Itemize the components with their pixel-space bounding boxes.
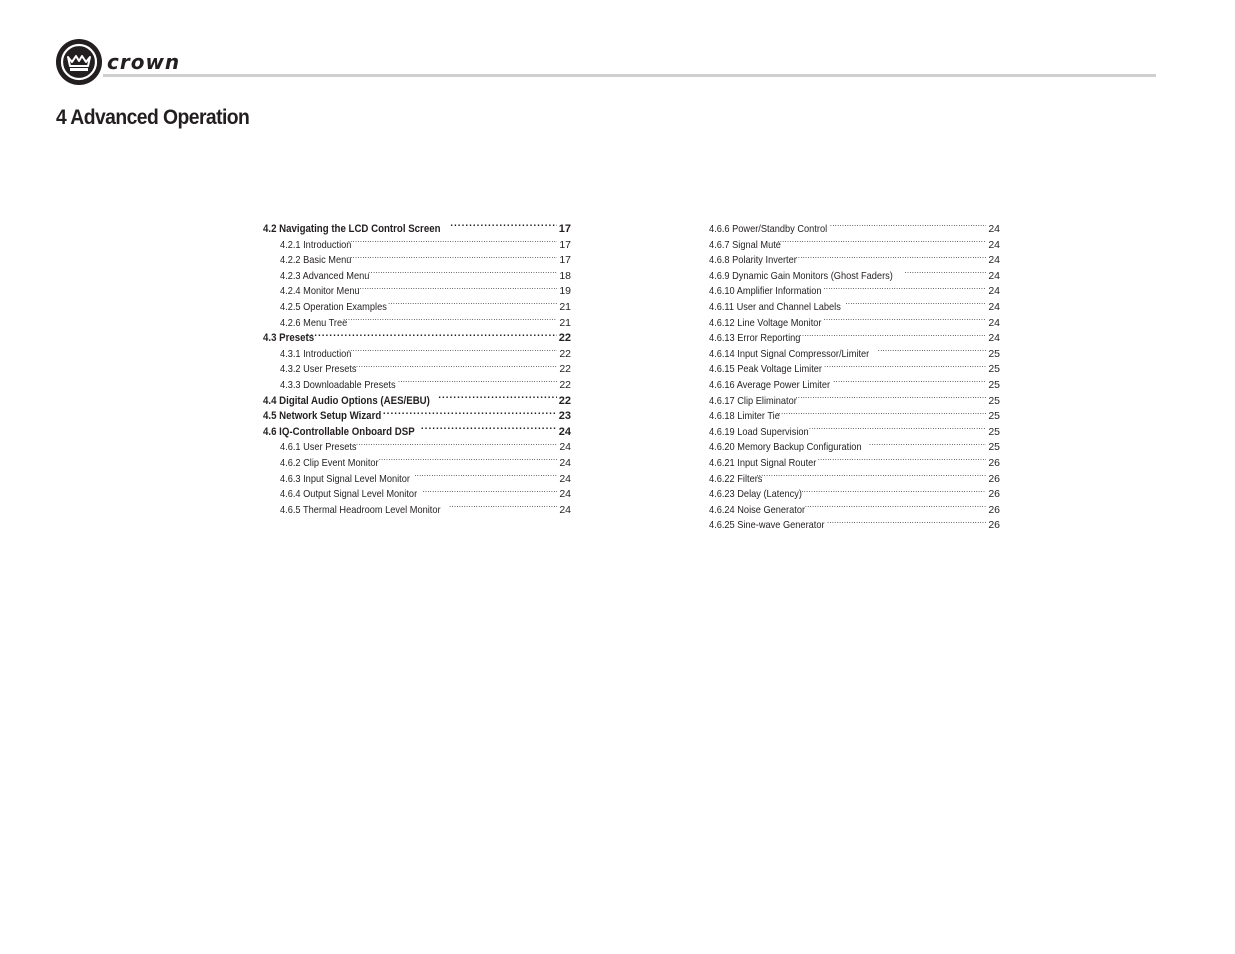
- toc-dot-leader: [450, 220, 557, 232]
- toc-page-number: 17: [559, 254, 571, 267]
- toc-entry-title: 4.6.18 Limiter Tie: [709, 410, 780, 423]
- toc-entry[interactable]: [263, 236, 571, 252]
- toc-entry-title: 4.6.4 Output Signal Level Monitor: [280, 488, 418, 501]
- toc-dot-leader: [388, 298, 557, 310]
- toc-page-number: 24: [988, 254, 1000, 267]
- crown-logo-icon: [55, 38, 103, 86]
- toc-entry-title: 4.6.6 Power/Standby Control: [709, 223, 828, 235]
- toc-entry-title: 4.6.14 Input Signal Compressor/Limiter: [709, 347, 870, 360]
- toc-entry-title: 4.3.1 Introduction: [280, 347, 352, 360]
- toc-dot-leader: [414, 470, 557, 482]
- toc-entry-title: 4.6.21 Input Signal Router: [709, 456, 817, 469]
- toc-entry[interactable]: [263, 267, 571, 283]
- toc-entry-title: 4.3.3 Downloadable Presets: [280, 378, 396, 391]
- toc-entry[interactable]: [263, 345, 571, 361]
- toc-dot-leader: [307, 329, 557, 341]
- toc-page-number: 22: [559, 363, 571, 376]
- toc-entry[interactable]: [709, 485, 1000, 501]
- toc-page-number: 24: [988, 332, 1000, 345]
- toc-page-number: 22: [559, 347, 571, 360]
- toc-page-number: 24: [988, 238, 1000, 251]
- toc-page-number: 24: [559, 472, 571, 485]
- toc-page-number: 24: [559, 488, 571, 501]
- toc-dot-leader: [805, 501, 987, 513]
- toc-page-number: 23: [558, 410, 571, 423]
- toc-dot-leader: [354, 438, 558, 450]
- toc-dot-leader: [449, 501, 557, 513]
- toc-dot-leader: [368, 267, 557, 279]
- toc-entry[interactable]: [709, 345, 1000, 361]
- toc-entry[interactable]: [709, 298, 1000, 314]
- toc-page-number: 25: [988, 394, 1000, 407]
- toc-entry-title: 4.6.13 Error Reporting: [709, 332, 801, 345]
- toc-dot-leader: [823, 282, 986, 294]
- toc-dot-leader: [833, 376, 986, 388]
- toc-page-number: 25: [988, 410, 1000, 423]
- toc-dot-leader: [827, 516, 986, 528]
- toc-page-number: 25: [988, 378, 1000, 391]
- toc-entry-title: 4.6.17 Clip Eliminator: [709, 394, 797, 407]
- toc-page-number: 22: [559, 378, 571, 391]
- toc-page-number: 24: [988, 285, 1000, 298]
- toc-dot-leader: [776, 407, 986, 419]
- toc-dot-leader: [348, 251, 558, 263]
- toc-dot-leader: [795, 392, 986, 404]
- toc-entry-title: 4.6.12 Line Voltage Monitor: [709, 316, 822, 329]
- toc-entry[interactable]: [263, 392, 571, 408]
- toc-dot-leader: [421, 423, 557, 435]
- toc-entry-title: 4.2.5 Operation Examples: [280, 300, 387, 313]
- page-header: [55, 38, 1156, 88]
- toc-entry[interactable]: [263, 438, 571, 454]
- toc-dot-leader: [348, 345, 558, 357]
- toc-entry[interactable]: [263, 501, 571, 517]
- toc-dot-leader: [777, 236, 986, 248]
- toc-page-number: 17: [558, 223, 571, 235]
- toc-entry[interactable]: [263, 314, 571, 330]
- toc-entry-title: 4.2.6 Menu Tree: [280, 316, 348, 329]
- toc-page-number: 26: [988, 456, 1000, 469]
- toc-left-column: [263, 220, 571, 516]
- toc-page-number: 22: [558, 394, 571, 407]
- toc-entry-title: 4.6.3 Input Signal Level Monitor: [280, 472, 410, 485]
- toc-dot-leader: [795, 251, 986, 263]
- page-title: 4 Advanced Operation: [56, 106, 250, 129]
- toc-entry[interactable]: [263, 220, 571, 236]
- toc-page-number: 24: [988, 223, 1000, 235]
- toc-entry-title: 4.6.2 Clip Event Monitor: [280, 456, 379, 469]
- toc-entry-title: 4.6.9 Dynamic Gain Monitors (Ghost Faders): [709, 269, 893, 282]
- toc-entry-title: 4.6 IQ-Controllable Onboard DSP: [263, 425, 415, 438]
- toc-entry-title: 4.5 Network Setup Wizard: [263, 410, 382, 423]
- toc-entry[interactable]: [709, 454, 1000, 470]
- toc-entry-title: 4.6.22 Filters: [709, 472, 763, 485]
- toc-entry[interactable]: [263, 454, 571, 470]
- toc-entry[interactable]: [709, 516, 1000, 532]
- toc-page-number: 19: [559, 285, 571, 298]
- toc-dot-leader: [438, 392, 557, 404]
- toc-entry-title: 4.6.1 User Presets: [280, 441, 357, 454]
- toc-entry[interactable]: [263, 251, 571, 267]
- toc-entry[interactable]: [709, 407, 1000, 423]
- toc-entry-title: 4.6.10 Amplifier Information: [709, 285, 822, 298]
- toc-entry-title: 4.4 Digital Audio Options (AES/EBU): [263, 394, 430, 407]
- toc-entry[interactable]: [709, 236, 1000, 252]
- toc-page-number: 18: [559, 269, 571, 282]
- toc-entry-title: 4.2.1 Introduction: [280, 238, 352, 251]
- toc-entry-title: 4.6.24 Noise Generator: [709, 503, 806, 516]
- toc-page-number: 24: [988, 300, 1000, 313]
- toc-dot-leader: [878, 345, 987, 357]
- toc-entry-title: 4.6.25 Sine-wave Generator: [709, 519, 825, 532]
- toc-entry-title: 4.6.16 Average Power Limiter: [709, 378, 831, 391]
- toc-entry-title: 4.2.2 Basic Menu: [280, 254, 352, 267]
- toc-entry[interactable]: [709, 438, 1000, 454]
- toc-page-number: 17: [559, 238, 571, 251]
- toc-entry-title: 4.6.8 Polarity Inverter: [709, 254, 797, 267]
- toc-entry[interactable]: [709, 376, 1000, 392]
- toc-dot-leader: [348, 236, 558, 248]
- toc-page-number: 22: [558, 332, 571, 345]
- toc-page-number: 26: [988, 503, 1000, 516]
- toc-dot-leader: [823, 314, 986, 326]
- toc-dot-leader: [422, 485, 557, 497]
- toc-page-number: 25: [988, 441, 1000, 454]
- toc-dot-leader: [398, 376, 557, 388]
- toc-dot-leader: [809, 423, 987, 435]
- toc-dot-leader: [799, 329, 986, 341]
- toc-page-number: 24: [559, 503, 571, 516]
- toc-entry-title: 4.6.20 Memory Backup Configuration: [709, 441, 862, 454]
- toc-entry-title: 4.2.4 Monitor Menu: [280, 285, 360, 298]
- toc-page-number: 24: [988, 269, 1000, 282]
- toc-entry[interactable]: [709, 329, 1000, 345]
- toc-page-number: 25: [988, 363, 1000, 376]
- header-rule: [103, 74, 1156, 77]
- toc-entry-title: 4.6.19 Load Supervision: [709, 425, 809, 438]
- toc-entry[interactable]: [263, 485, 571, 501]
- toc-page-number: 24: [988, 316, 1000, 329]
- toc-entry[interactable]: [263, 470, 571, 486]
- toc-entry[interactable]: [709, 470, 1000, 486]
- toc-dot-leader: [379, 454, 558, 466]
- toc-right-column: [709, 220, 1000, 532]
- toc-entry-title: 4.6.7 Signal Mute: [709, 238, 781, 251]
- toc-entry[interactable]: [709, 392, 1000, 408]
- toc-entry[interactable]: [709, 501, 1000, 517]
- toc-entry-title: 4.6.15 Peak Voltage Limiter: [709, 363, 823, 376]
- toc-entry[interactable]: [709, 251, 1000, 267]
- toc-entry[interactable]: [263, 376, 571, 392]
- toc-entry[interactable]: [263, 282, 571, 298]
- toc-dot-leader: [357, 282, 557, 294]
- toc-entry[interactable]: [263, 423, 571, 439]
- toc-entry[interactable]: [709, 314, 1000, 330]
- toc-entry[interactable]: [709, 220, 1000, 236]
- toc-entry-title: 4.6.23 Delay (Latency): [709, 488, 802, 501]
- toc-dot-leader: [904, 267, 986, 279]
- brand-wordmark: crown: [107, 50, 181, 74]
- toc-entry-title: 4.6.11 User and Channel Labels: [709, 300, 841, 313]
- toc-page-number: 26: [988, 519, 1000, 532]
- toc-page-number: 21: [559, 316, 571, 329]
- toc-entry-title: 4.3 Presets: [263, 332, 315, 345]
- toc-entry[interactable]: [263, 329, 571, 345]
- toc-entry[interactable]: [709, 423, 1000, 439]
- toc-dot-leader: [354, 360, 558, 372]
- toc-dot-leader: [756, 470, 986, 482]
- toc-entry[interactable]: [709, 282, 1000, 298]
- toc-entry[interactable]: [263, 298, 571, 314]
- toc-entry[interactable]: [709, 360, 1000, 376]
- toc-page-number: 25: [988, 425, 1000, 438]
- toc-page-number: 24: [558, 425, 571, 438]
- toc-entry[interactable]: [263, 360, 571, 376]
- toc-page-number: 21: [559, 300, 571, 313]
- toc-page-number: 24: [559, 441, 571, 454]
- toc-entry-title: 4.2 Navigating the LCD Control Screen: [263, 223, 441, 235]
- toc-entry[interactable]: [263, 407, 571, 423]
- toc-dot-leader: [818, 454, 987, 466]
- toc-page-number: 26: [988, 488, 1000, 501]
- toc-entry-title: 4.3.2 User Presets: [280, 363, 357, 376]
- toc-dot-leader: [343, 314, 557, 326]
- toc-page-number: 24: [559, 456, 571, 469]
- toc-dot-leader: [383, 407, 557, 419]
- toc-dot-leader: [801, 485, 986, 497]
- toc-dot-leader: [845, 298, 986, 310]
- toc-dot-leader: [869, 438, 986, 450]
- toc-dot-leader: [824, 360, 986, 372]
- toc-entry-title: 4.2.3 Advanced Menu: [280, 269, 370, 282]
- toc-entry[interactable]: [709, 267, 1000, 283]
- toc-page-number: 26: [988, 472, 1000, 485]
- toc-dot-leader: [830, 220, 987, 232]
- toc-entry-title: 4.6.5 Thermal Headroom Level Monitor: [280, 503, 441, 516]
- toc-page-number: 25: [988, 347, 1000, 360]
